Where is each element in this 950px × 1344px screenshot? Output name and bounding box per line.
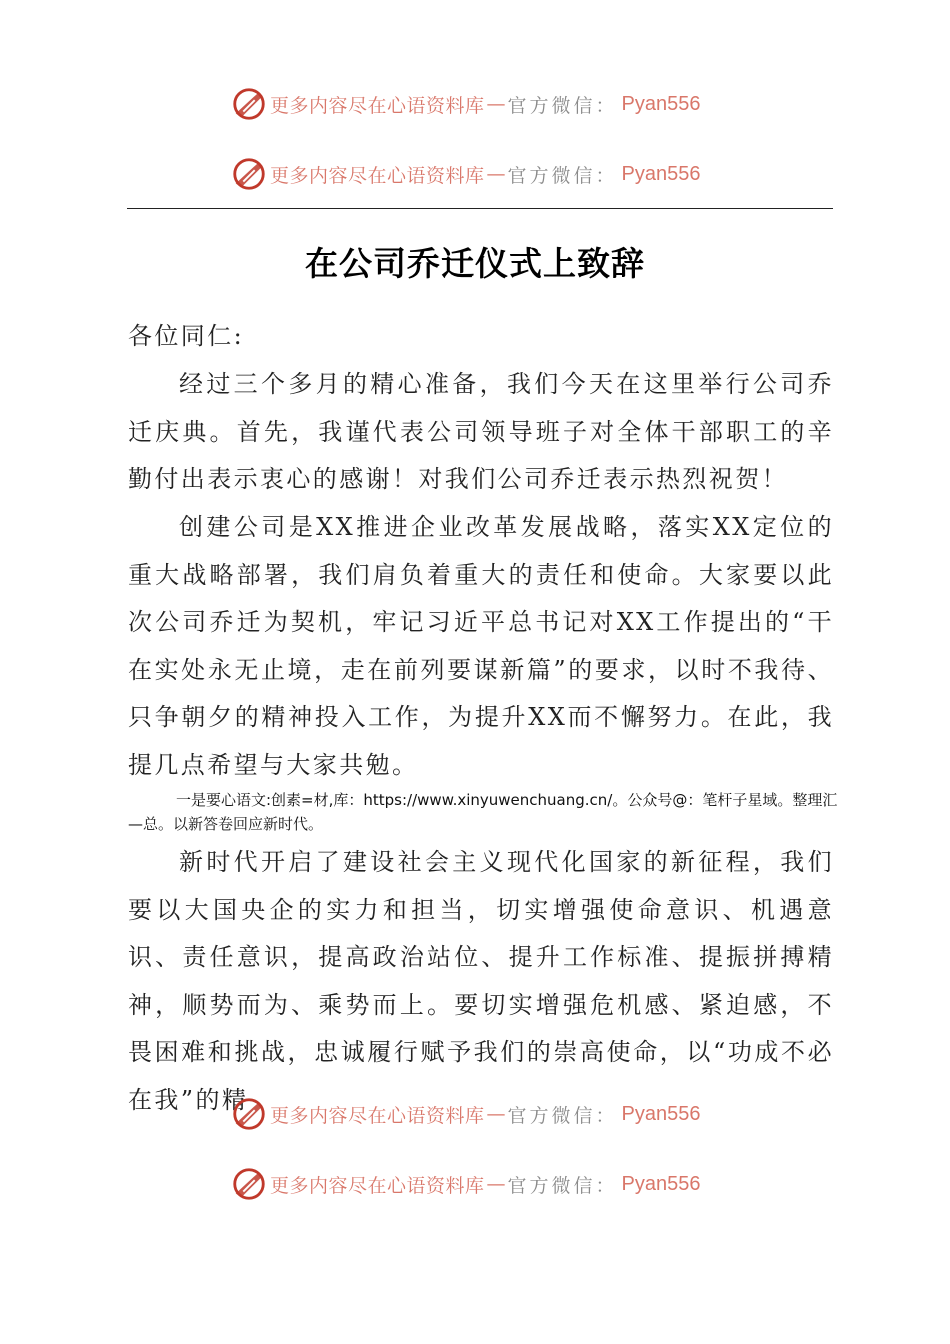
banner-wechat-id: Pyan556	[621, 1172, 701, 1195]
promo-line: 一是要心语文:创素=材,库：https://www.xinyuwenchuang.cn/。公众号@：笔杆子星域。整理汇—总。以新答卷回应新时代。	[128, 791, 838, 833]
banner-wechat-label: 官方微信：	[507, 1104, 618, 1127]
banner-text: 更多内容尽在心语资料库	[270, 1174, 485, 1197]
watermark-banner	[230, 1094, 701, 1134]
banner-wechat-id: Pyan556	[621, 162, 701, 185]
paragraph: 创建公司是XX推进企业改革发展战略，落实XX定位的重大战略部署，我们肩负着重大的责任和使命。大家要以此次公司乔迁为契机，牢记习近平总书记对XX工作提出的“干在实处永无止境，走在前列要谋新篇”的要求，以时不我待、只争朝夕的精神投入工作，为提升XX而不懈努力。在此，我提几点希望与大家共勉。	[128, 513, 834, 779]
greeting: 各位同仁:	[128, 322, 245, 350]
page-title: 在公司乔迁仪式上致辞	[305, 244, 645, 283]
pen-logo-icon	[230, 1095, 268, 1133]
pen-logo-icon	[230, 155, 268, 193]
banner-text: 更多内容尽在心语资料库	[270, 1104, 485, 1127]
watermark-banner	[230, 1164, 701, 1204]
paragraph: 新时代开启了建设社会主义现代化国家的新征程，我们要以大国央企的实力和担当，切实增强使命意识、机遇意识、责任意识，提高政治站位、提升工作标准、提振拼搏精神，顺势而为、乘势而上。要切实增强危机感、紧迫感，不畏困难和挑战，忠诚履行赋予我们的崇高使命，以“功成不必在我”的精	[128, 848, 834, 1114]
banner-text: 更多内容尽在心语资料库	[270, 94, 485, 117]
paragraph: 经过三个多月的精心准备，我们今天在这里举行公司乔迁庆典。首先，我谨代表公司领导班子对全体干部职工的辛勤付出表示衷心的感谢！对我们公司乔迁表示热烈祝贺！	[128, 370, 834, 493]
banner-dash: —	[486, 93, 506, 115]
pen-logo-icon	[230, 85, 268, 123]
watermark-banner	[230, 154, 701, 194]
banner-dash: —	[486, 163, 506, 185]
banner-wechat-label: 官方微信：	[507, 94, 618, 117]
banner-wechat-label: 官方微信：	[507, 164, 618, 187]
pen-logo-icon	[230, 1165, 268, 1203]
banner-wechat-id: Pyan556	[621, 92, 701, 115]
header-divider	[127, 208, 833, 209]
banner-text: 更多内容尽在心语资料库	[270, 164, 485, 187]
banner-dash: —	[486, 1173, 506, 1195]
banner-dash: —	[486, 1103, 506, 1125]
banner-wechat-label: 官方微信：	[507, 1174, 618, 1197]
banner-wechat-id: Pyan556	[621, 1102, 701, 1125]
watermark-banner	[230, 84, 701, 124]
